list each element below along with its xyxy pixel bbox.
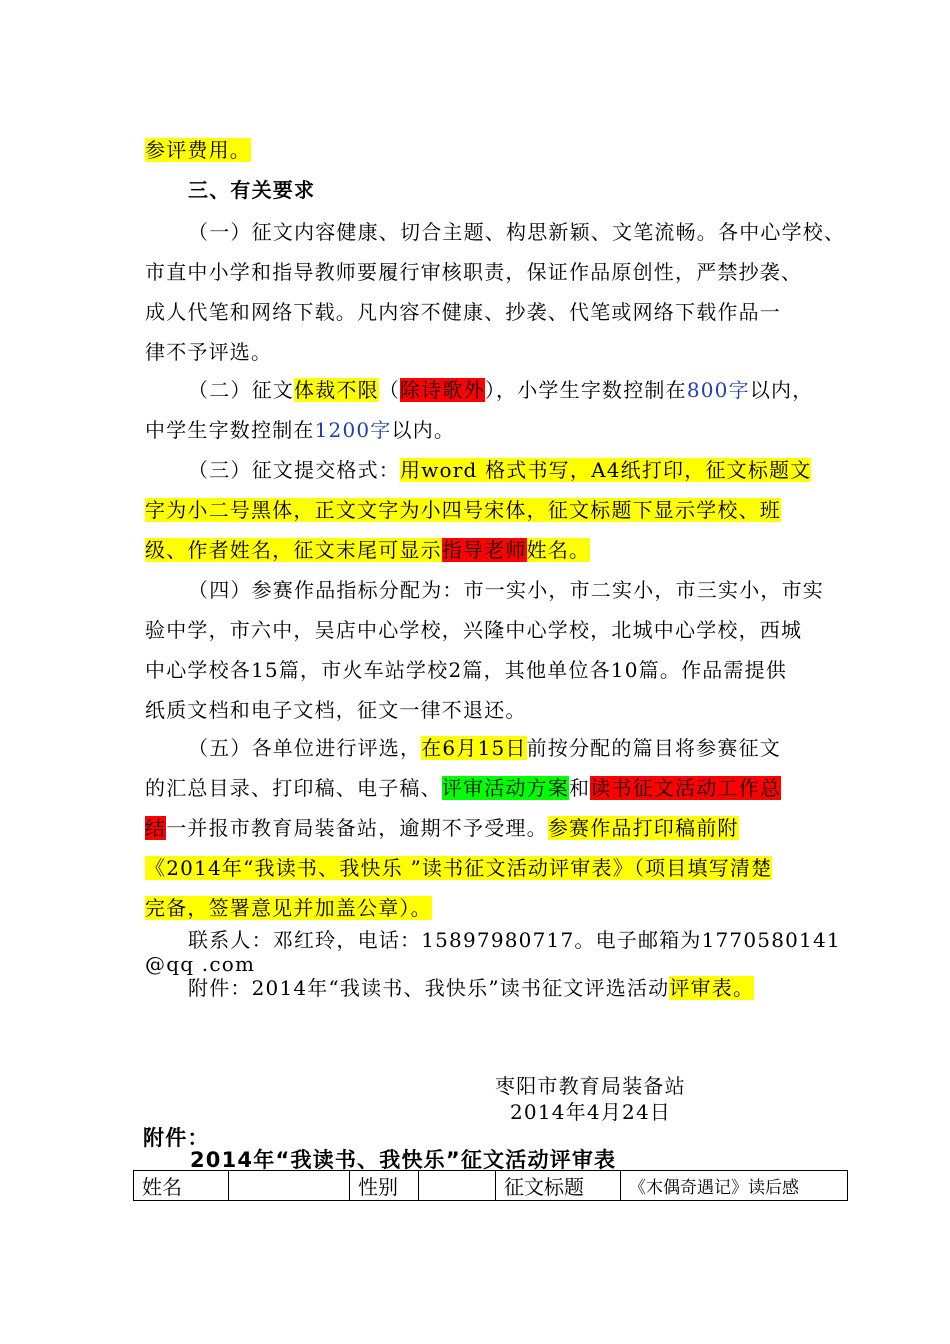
attachment-line: 附件：2014年“我读书、我快乐”读书征文评选活动评审表。	[188, 976, 755, 1000]
req2-line-a: （二）征文体裁不限（除诗歌外），小学生字数控制在800字以内，	[188, 378, 814, 402]
req5-line-d: 《2014年“我读书、我快乐 ”读书征文活动评审表》（项目填写清楚	[145, 856, 773, 880]
req3-line-a: （三）征文提交格式：用word 格式书写，A4纸打印，征文标题文	[188, 458, 812, 482]
req4-line-a: （四）参赛作品指标分配为：市一实小，市二实小，市三实小，市实	[188, 578, 824, 602]
signature-date: 2014年4月24日	[510, 1100, 672, 1124]
req3-line-b: 字为小二号黑体，正文文字为小四号宋体，征文标题下显示学校、班	[145, 498, 781, 522]
value-essay-title: 《木偶奇遇记》读后感	[621, 1171, 848, 1201]
table-row	[134, 1171, 848, 1201]
req3-line-c: 级、作者姓名，征文末尾可显示指导老师姓名。	[145, 538, 591, 562]
req1-line-d: 律不予评选。	[145, 340, 273, 364]
fee-line: 参评费用。	[145, 138, 251, 162]
header-name: 姓名	[134, 1171, 229, 1201]
email-tail: @qq .com	[145, 952, 256, 976]
req5-line-e: 完备，签署意见并加盖公章）。	[145, 896, 432, 920]
req1-line-c: 成人代笔和网络下载。凡内容不健康、抄袭、代笔或网络下载作品一	[145, 300, 781, 324]
section-heading-requirements: 三、有关要求	[188, 178, 316, 202]
req2-line-b: 中学生字数控制在1200字以内。	[145, 418, 456, 442]
req1-line-a: （一）征文内容健康、切合主题、构思新颖、文笔流畅。各中心学校、	[188, 220, 846, 244]
appendix-title: 2014年“我读书、我快乐”征文活动评审表	[190, 1148, 617, 1172]
signature-org: 枣阳市教育局装备站	[495, 1074, 686, 1098]
header-gender: 性别	[350, 1171, 419, 1201]
value-gender	[419, 1171, 496, 1201]
value-name	[229, 1171, 350, 1201]
req5-line-c: 结一并报市教育局装备站，逾期不予受理。参赛作品打印稿前附	[145, 816, 739, 840]
contact-line: 联系人：邓红玲，电话：15897980717。电子邮箱为1770580141	[188, 928, 841, 952]
req4-line-b: 验中学，市六中，吴店中心学校，兴隆中心学校，北城中心学校，西城	[145, 618, 803, 642]
req4-line-d: 纸质文档和电子文档，征文一律不退还。	[145, 698, 527, 722]
req5-line-a: （五）各单位进行评选，在6月15日前按分配的篇目将参赛征文	[188, 736, 781, 760]
req4-line-c: 中心学校各15篇，市火车站学校2篇，其他单位各10篇。作品需提供	[145, 658, 788, 682]
header-essay-title: 征文标题	[496, 1171, 621, 1201]
appendix-label: 附件：	[143, 1126, 210, 1150]
req5-line-b: 的汇总目录、打印稿、电子稿、评审活动方案和读书征文活动工作总	[145, 776, 782, 800]
evaluation-table	[133, 1170, 848, 1201]
req1-line-b: 市直中小学和指导教师要履行审核职责，保证作品原创性，严禁抄袭、	[145, 260, 803, 284]
